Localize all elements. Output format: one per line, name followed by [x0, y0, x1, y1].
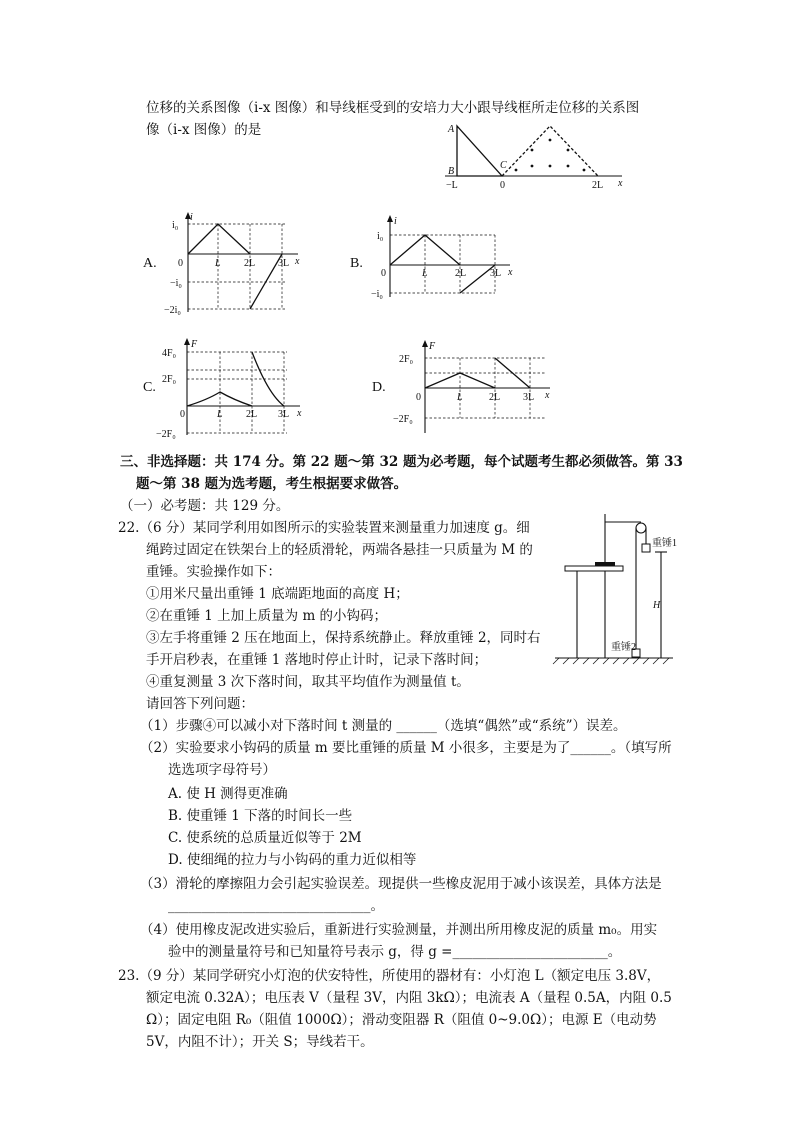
- q22-sub-4b: 验中的测量量符号和已知量符号表示 g，得 g =_______________________。: [168, 944, 622, 960]
- label-x: x: [618, 178, 623, 189]
- graph-b-tick-i0: i₀: [377, 231, 384, 242]
- option-b-label: B.: [350, 256, 363, 271]
- q22-step-3: ③左手将重锤 2 压在地面上，保持系统静止。释放重锤 2，同时右: [146, 630, 541, 646]
- option-c-label: C.: [143, 380, 156, 395]
- q22-step-4: ④重复测量 3 次下落时间，取其平均值作为测量值 t。: [146, 674, 470, 690]
- q23-line-2: 额定电流 0.32A）；电压表 V（量程 3V，内阻 3kΩ）；电流表 A（量程 0.5A，内阻 0.5: [146, 990, 672, 1006]
- graph-b-3L: 3L: [490, 268, 502, 279]
- graph-c-tick-neg-2f0: −2F₀: [156, 429, 176, 440]
- graph-a-2L: 2L: [244, 258, 256, 269]
- graph-b-x: x: [508, 267, 513, 278]
- graph-c-tick-2f0: 2F₀: [162, 374, 177, 385]
- graph-c-tick-4f0: 4F₀: [162, 348, 177, 359]
- q22-choice-b: B. 使重锤 1 下落的时间长一些: [168, 808, 353, 824]
- graph-c-yaxis: F: [191, 339, 198, 350]
- option-a-label: A.: [143, 256, 157, 271]
- graph-a-L: L: [215, 258, 221, 269]
- label-B: B: [448, 166, 455, 177]
- label-zero: 0: [500, 180, 505, 191]
- graph-c-x: x: [297, 408, 302, 419]
- apparatus-height: H: [653, 600, 661, 611]
- graph-a-x: x: [295, 256, 300, 267]
- graph-d-tick-neg-2f0: −2F₀: [393, 414, 413, 425]
- label-A: A: [448, 124, 455, 135]
- graph-a: [164, 212, 310, 317]
- q22-sub-3-blank: ______________________________。: [168, 898, 384, 914]
- label-C: C: [500, 160, 507, 171]
- graph-c-L: L: [217, 409, 223, 420]
- graph-d-3L: 3L: [523, 392, 535, 403]
- q22-sub-4: （4）使用橡皮泥改进实验后，重新进行实验测量，并测出所用橡皮泥的质量 m₀。用实: [140, 922, 658, 938]
- graph-c-3L: 3L: [278, 409, 290, 420]
- graph-b: [371, 215, 525, 300]
- q23-line-3: Ω）；固定电阻 R₀（阻值 1000Ω）；滑动变阻器 R（阻值 0~9.0Ω）；电源 E（电动势: [146, 1012, 657, 1028]
- q22-choice-a: A. 使 H 测得更准确: [168, 786, 288, 802]
- graph-a-tick-i0: i₀: [172, 220, 179, 231]
- graph-a-tick-neg-i0: −i₀: [170, 278, 182, 289]
- graph-c-2L: 2L: [246, 409, 258, 420]
- section3-line-2: 题～第 38 题为选考题，考生根据要求做答。: [136, 476, 408, 492]
- q22-step-2: ②在重锤 1 上加上质量为 m 的小钩码；: [146, 608, 388, 624]
- q22-sub-2b: 选选项字母符号）: [168, 762, 276, 778]
- q23-line-4: 5V，内阻不计）；开关 S；导线若干。: [146, 1034, 374, 1050]
- graph-a-origin: 0: [178, 258, 183, 269]
- graph-a-tick-neg-2i0: −2i₀: [164, 305, 181, 316]
- graph-d-tick-2f0: 2F₀: [399, 354, 414, 365]
- q22-line-3: 重锤。实验操作如下：: [146, 564, 281, 580]
- intro-line-1: 位移的关系图像（i-x 图像）和导线框受到的安培力大小跟导线框所走位移的关系图: [146, 100, 640, 116]
- intro-line-2: 像（i-x 图像）的是: [146, 122, 262, 138]
- field-figure: [440, 120, 630, 192]
- graph-d: [393, 340, 555, 435]
- graph-d-x: x: [545, 390, 550, 401]
- graph-d-2L: 2L: [489, 392, 501, 403]
- graph-b-origin: 0: [381, 268, 386, 279]
- q22-step-1: ①用米尺量出重锤 1 底端距地面的高度 H；: [146, 586, 409, 602]
- apparatus-figure: [555, 510, 685, 670]
- graph-d-origin: 0: [416, 392, 421, 403]
- q22-prompt: 请回答下列问题：: [146, 696, 254, 712]
- q22-sub-2: （2）实验要求小钩码的质量 m 要比重锤的质量 M 小很多，主要是为了______。（填写所: [140, 740, 672, 756]
- section3-line-1: 三、非选择题：共 174 分。第 22 题～第 32 题为必考题，每个试题考生都必须做答。第 33: [120, 454, 683, 470]
- q22-step-3b: 手开启秒表，在重锤 1 落地时停止计时，记录下落时间；: [146, 652, 488, 668]
- graph-d-yaxis: F: [429, 341, 436, 352]
- graph-b-tick-neg-i0: −i₀: [371, 289, 383, 300]
- graph-c: [156, 338, 312, 440]
- graph-b-yaxis: i: [394, 216, 397, 227]
- graph-a-yaxis: i: [190, 212, 193, 223]
- q22-choice-d: D. 使细绳的拉力与小钩码的重力近似相等: [168, 852, 417, 868]
- apparatus-weight1: 重锤1: [652, 538, 677, 549]
- q23-line-1: 23.（9 分）某同学研究小灯泡的伏安特性，所使用的器材有：小灯泡 L（额定电压 3.8V，: [118, 968, 661, 984]
- graph-d-L: L: [457, 392, 463, 403]
- graph-a-3L: 3L: [278, 258, 290, 269]
- q22-line-2: 绳跨过固定在铁架台上的轻质滑轮，两端各悬挂一只质量为 M 的: [146, 542, 533, 558]
- option-d-label: D.: [372, 380, 386, 395]
- apparatus-weight2: 重锤2: [611, 642, 636, 653]
- q22-choice-c: C. 使系统的总质量近似等于 2M: [168, 830, 362, 846]
- part1-heading: （一）必考题：共 129 分。: [120, 498, 290, 514]
- graph-c-origin: 0: [180, 409, 185, 420]
- graph-b-2L: 2L: [455, 268, 467, 279]
- q22-sub-1: （1）步骤④可以减小对下落时间 t 测量的 ______（选填“偶然”或“系统”）误差。: [140, 718, 627, 734]
- label-neg-L: −L: [446, 180, 458, 191]
- q22-sub-3: （3）滑轮的摩擦阻力会引起实验误差。现提供一些橡皮泥用于减小该误差，具体方法是: [140, 876, 662, 892]
- label-2L: 2L: [592, 180, 604, 191]
- q22-line-1: 22.（6 分）某同学利用如图所示的实验装置来测量重力加速度 g。细: [118, 520, 530, 536]
- graph-b-L: L: [422, 268, 428, 279]
